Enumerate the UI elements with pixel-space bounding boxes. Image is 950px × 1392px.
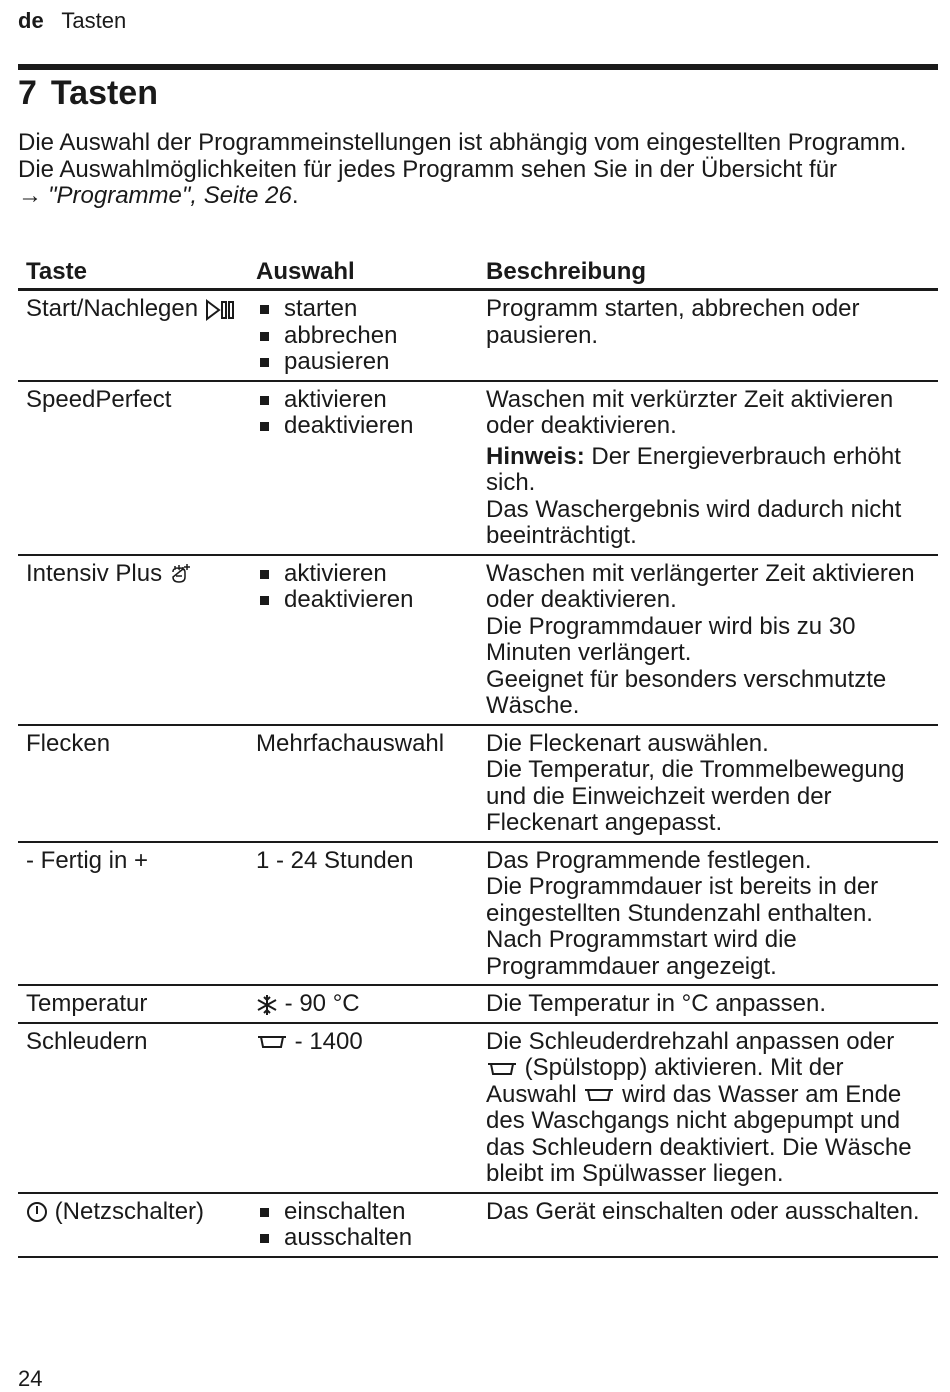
intensive-plus-icon <box>169 562 191 586</box>
table-row <box>18 726 938 843</box>
rinse-hold-icon <box>583 1086 615 1104</box>
description-text: Die Fleckenart auswählen. <box>486 729 769 757</box>
note <box>486 444 932 497</box>
rinse-hold-icon <box>486 1060 518 1078</box>
description-text: Die Programmdauer ist bereits in der eingestellten Stundenzahl enthalten. <box>486 873 879 927</box>
list-item: deaktivieren <box>256 587 478 614</box>
xref-link[interactable]: "Programme", Seite 26 <box>48 182 292 209</box>
auswahl-text: 1 - 24 Stunden <box>256 846 414 874</box>
table-row <box>18 843 938 987</box>
taste-label: - Fertig in + <box>26 846 149 874</box>
auswahl-cell <box>248 1024 478 1192</box>
auswahl-text: Mehrfachauswahl <box>256 729 445 757</box>
auswahl-cell <box>248 556 478 724</box>
description-text: Geeignet für besonders verschmutzte Wäsche. <box>486 665 887 719</box>
list-item: aktivieren <box>256 561 478 588</box>
description-text: Nach Programmstart wird die Programmdauer angezeigt. <box>486 926 797 980</box>
beschreibung-cell <box>478 843 938 985</box>
beschreibung-cell <box>478 1194 938 1256</box>
intro-paragraph <box>18 130 928 210</box>
list-item: deaktivieren <box>256 413 478 440</box>
taste-label: Intensiv Plus <box>26 559 163 587</box>
table-row <box>18 291 938 382</box>
list-item: abbrechen <box>256 323 478 350</box>
section-name: Tasten <box>61 8 127 33</box>
button-table <box>18 255 938 1258</box>
snowflake-icon <box>256 994 278 1016</box>
taste-label: Temperatur <box>26 990 148 1017</box>
taste-label: Flecken <box>26 729 111 757</box>
description-part: (Spülstopp) aktivieren. <box>524 1054 764 1081</box>
taste-cell <box>18 382 248 554</box>
note-label: Hinweis: <box>486 442 585 470</box>
taste-label: SpeedPerfect <box>26 385 172 413</box>
auswahl-cell <box>248 1194 478 1256</box>
beschreibung-cell <box>478 556 938 724</box>
taste-label: Schleudern <box>26 1027 148 1055</box>
description-text: Waschen mit verlängerter Zeit aktivieren oder deaktivieren. <box>486 559 915 613</box>
description-text: Die Temperatur, die Trommelbewegung und die Einweichzeit werden der Fleckenart angepasst. <box>486 756 905 836</box>
auswahl-cell <box>248 726 478 841</box>
chapter-number: 7 <box>18 74 37 112</box>
table-row <box>18 1194 938 1258</box>
auswahl-text: - 90 °C <box>284 990 360 1017</box>
list-item: ausschalten <box>256 1225 478 1252</box>
auswahl-cell <box>248 986 478 1022</box>
table-row <box>18 986 938 1024</box>
taste-cell <box>18 986 248 1022</box>
description-text <box>486 1029 932 1188</box>
top-rule <box>18 64 938 70</box>
auswahl-cell <box>248 382 478 554</box>
description-text: Die Programmdauer wird bis zu 30 Minuten verlängert. <box>486 612 856 666</box>
auswahl-text: - 1400 <box>294 1027 363 1055</box>
list-item: einschalten <box>256 1199 478 1226</box>
description-text: Waschen mit verkürzter Zeit aktivieren oder deaktivieren. <box>486 385 894 439</box>
description-text: Programm starten, abbrechen oder pausieren. <box>486 295 860 349</box>
list-item: aktivieren <box>256 387 478 414</box>
auswahl-cell <box>248 843 478 985</box>
beschreibung-cell <box>478 1024 938 1192</box>
auswahl-cell <box>248 291 478 380</box>
column-header-auswahl: Auswahl <box>256 258 355 285</box>
start-pause-icon <box>205 299 239 321</box>
beschreibung-cell <box>478 382 938 554</box>
rinse-hold-icon <box>256 1033 288 1051</box>
running-header <box>18 8 126 34</box>
taste-label: Start/Nachlegen <box>26 295 199 322</box>
list-item: pausieren <box>256 349 478 376</box>
page-number: 24 <box>18 1366 43 1391</box>
xref-arrow: → <box>18 182 42 209</box>
note-text-2: Das Waschergebnis wird dadurch nicht beeinträchtigt. <box>486 495 902 549</box>
description-part: wird das Wasser am Ende des Waschgangs nicht abgepumpt und das Schleudern deaktiviert. Die Wäsche bleibt im Spülwasser liegen. <box>486 1080 912 1187</box>
table-header-row <box>18 255 938 291</box>
description-text: Das Programmende festlegen. <box>486 846 812 874</box>
table-row <box>18 382 938 556</box>
chapter-heading: Tasten <box>50 74 158 112</box>
intro-text: Die Auswahl der Programmeinstellungen ist abhängig vom eingestellten Programm. Die Auswahlmöglichkeiten für jedes Programm sehen Sie in der Übersicht für <box>18 129 907 183</box>
power-icon <box>26 1201 48 1223</box>
chapter-title <box>18 72 158 114</box>
column-header-taste: Taste <box>26 258 87 285</box>
beschreibung-cell <box>478 726 938 841</box>
xref-end: . <box>291 182 299 209</box>
taste-cell <box>18 1194 248 1256</box>
taste-cell <box>18 291 248 380</box>
description-part: Die Schleuderdrehzahl anpassen oder <box>486 1027 895 1055</box>
taste-cell <box>18 556 248 724</box>
beschreibung-cell <box>478 986 938 1022</box>
description-part: Mit der Auswahl <box>486 1054 844 1108</box>
table-row <box>18 1024 938 1194</box>
beschreibung-cell <box>478 291 938 380</box>
description-text: Die Temperatur in °C anpassen. <box>486 990 826 1017</box>
taste-cell <box>18 726 248 841</box>
column-header-beschreibung: Beschreibung <box>486 258 647 285</box>
taste-cell <box>18 843 248 985</box>
language-code: de <box>18 8 44 33</box>
taste-cell <box>18 1024 248 1192</box>
table-row <box>18 556 938 726</box>
description-text: Das Gerät einschalten oder ausschalten. <box>486 1197 920 1225</box>
list-item: starten <box>256 296 478 323</box>
note-text: Der Energieverbrauch erhöht sich. <box>486 442 901 496</box>
taste-label: (Netzschalter) <box>54 1197 205 1225</box>
